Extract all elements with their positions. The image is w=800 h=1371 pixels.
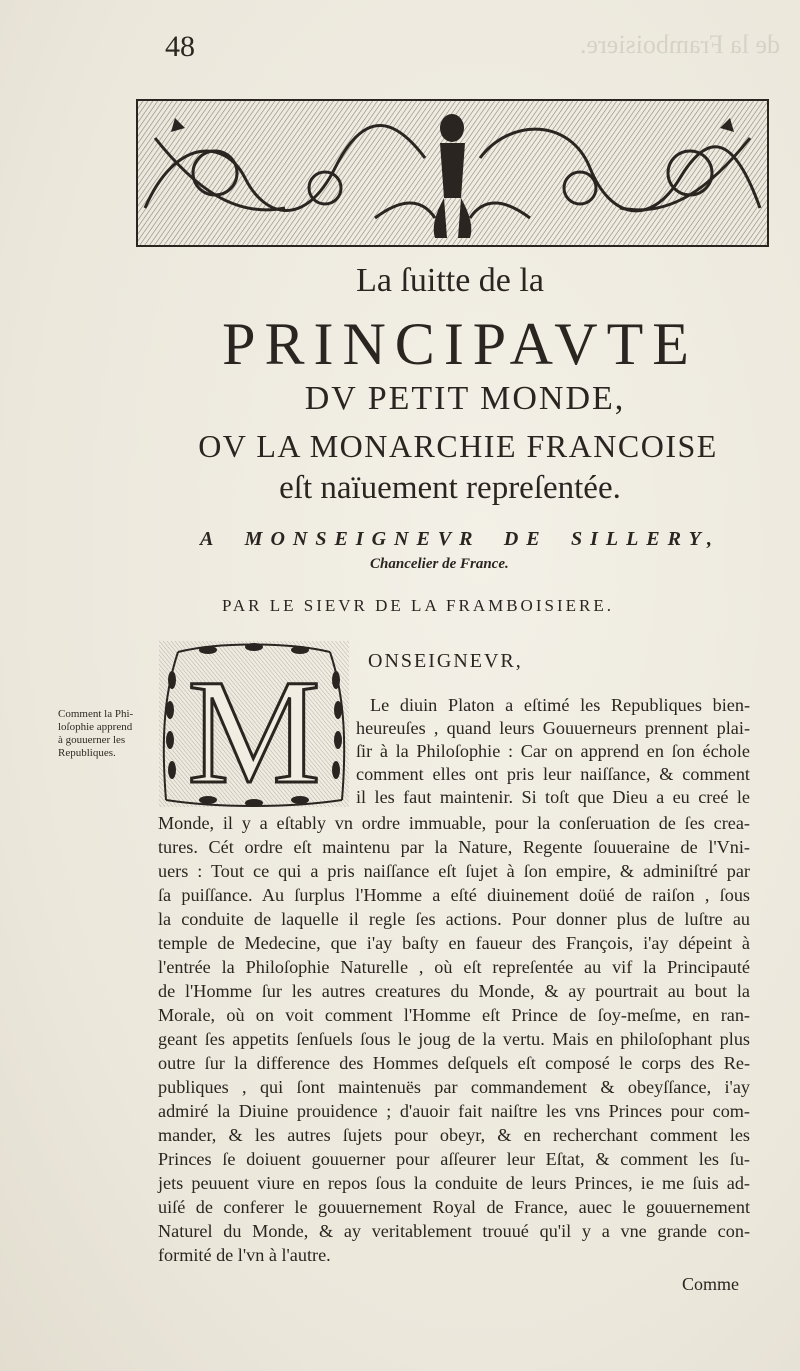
body-line: heureuſes , quand leurs Gouuerneurs prennent plai- bbox=[356, 718, 750, 738]
body-line: outre ſur la difference des Hommes deſquels eſt composé le corps des Re- bbox=[158, 1053, 750, 1073]
body-line: Monde, il y a eſtably vn ordre immuable, pour la conſeruation de ſes crea- bbox=[158, 813, 750, 833]
body-line: tures. Cét ordre eſt maintenu par la Nature, Regente ſouueraine de l'Vni- bbox=[158, 837, 750, 857]
title-line-2: PRINCIPAVTE bbox=[222, 311, 698, 377]
body-line: ſa puiſſance. Au ſurplus l'Homme a eſté diuinement doüé de raiſon , ſous bbox=[158, 885, 750, 905]
body-line: Morale, où on voit comment l'Homme eſt Prince de ſoy-meſme, en ran- bbox=[158, 1005, 750, 1025]
margin-note-line: Republiques. bbox=[58, 747, 116, 759]
body-line: comment elles ont pris leur naiſſance, & comment bbox=[356, 764, 750, 784]
body-line: Le diuin Platon a eſtimé les Republiques bien- bbox=[370, 695, 750, 715]
bleed-through-text: de la Framboisiere. bbox=[580, 30, 780, 59]
salutation: ONSEIGNEVR, bbox=[368, 650, 523, 672]
body-line: il les faut maintenir. Si toſt que Dieu a eu creé le bbox=[356, 787, 750, 807]
body-line: uers : Tout ce qui a pris naiſſance eſt ſujet à ſon empire, & adminiſtré par bbox=[158, 861, 750, 881]
body-line: Princes ſe doiuent gouuerner pour aſſeurer leur Eſtat, & comment les ſu- bbox=[158, 1149, 750, 1169]
title-line-3: DV PETIT MONDE, bbox=[304, 380, 626, 417]
drop-capital-letter: M bbox=[187, 649, 321, 808]
catchword: Comme bbox=[682, 1274, 739, 1294]
title-line-5: eſt naïuement repreſentée. bbox=[279, 470, 621, 506]
body-line: jets peuuent viure en repos ſous la conduite de leurs Princes, ie me ſuis ad- bbox=[158, 1173, 750, 1193]
body-line: ſir à la Philoſophie : Car on apprend en ſon échole bbox=[356, 741, 750, 761]
ornamental-headpiece bbox=[135, 98, 770, 248]
body-line: l'entrée la Philoſophie Naturelle , où eſt repreſentée au vif la Principauté bbox=[158, 957, 750, 977]
body-line: la conduite de laquelle il regle ſes actions. Pour donner plus de luſtre au bbox=[158, 909, 750, 929]
title-line-1: La ſuitte de la bbox=[356, 262, 544, 299]
title-line-4: OV LA MONARCHIE FRANCOISE bbox=[198, 428, 718, 464]
body-line: uiſé de conferer le gouuernement Royal de France, auec le gouuernement bbox=[158, 1197, 750, 1217]
body-line: temple de Medecine, que i'ay baſty en faueur des François, i'ay dépeint à bbox=[158, 933, 750, 953]
body-line: formité de l'vn à l'autre. bbox=[158, 1245, 331, 1265]
drop-capital-ornament bbox=[158, 640, 350, 808]
body-line: mander, & les autres ſujets pour obeyr, & en recherchant comment les bbox=[158, 1125, 750, 1145]
margin-note bbox=[58, 708, 153, 760]
dedication-word: A bbox=[200, 528, 222, 550]
page-number: 48 bbox=[165, 30, 195, 63]
dedication-line bbox=[200, 528, 720, 551]
dedication-word: SILLERY, bbox=[570, 528, 720, 550]
body-line: Naturel du Monde, & ay veritablement trouué qu'il y a vne grande con- bbox=[158, 1221, 750, 1241]
dedication-subtitle: Chancelier de France. bbox=[370, 556, 509, 572]
body-line: geant ſes appetits ſenſuels ſous le joug de la vertu. Mais en philoſophant plus bbox=[158, 1029, 750, 1049]
author-line: PAR LE SIEVR DE LA FRAMBOISIERE. bbox=[222, 596, 614, 615]
dedication-word: DE bbox=[503, 528, 548, 550]
body-line: de l'Homme ſur les autres creatures du Monde, & ay pourtrait au bout la bbox=[158, 981, 750, 1001]
margin-note-line: à gouuerner les bbox=[58, 734, 126, 746]
dedication-word: MONSEIGNEVR bbox=[244, 528, 481, 550]
margin-note-line: Comment la Phi- bbox=[58, 708, 134, 720]
margin-note-line: loſophie apprend bbox=[58, 721, 133, 733]
body-line: admiré la Diuine prouidence ; d'auoir fait naiſtre les vns Princes pour com- bbox=[158, 1101, 750, 1121]
body-line: publiques , qui ſont maintenuës par commandement & obeyſſance, i'ay bbox=[158, 1077, 750, 1097]
